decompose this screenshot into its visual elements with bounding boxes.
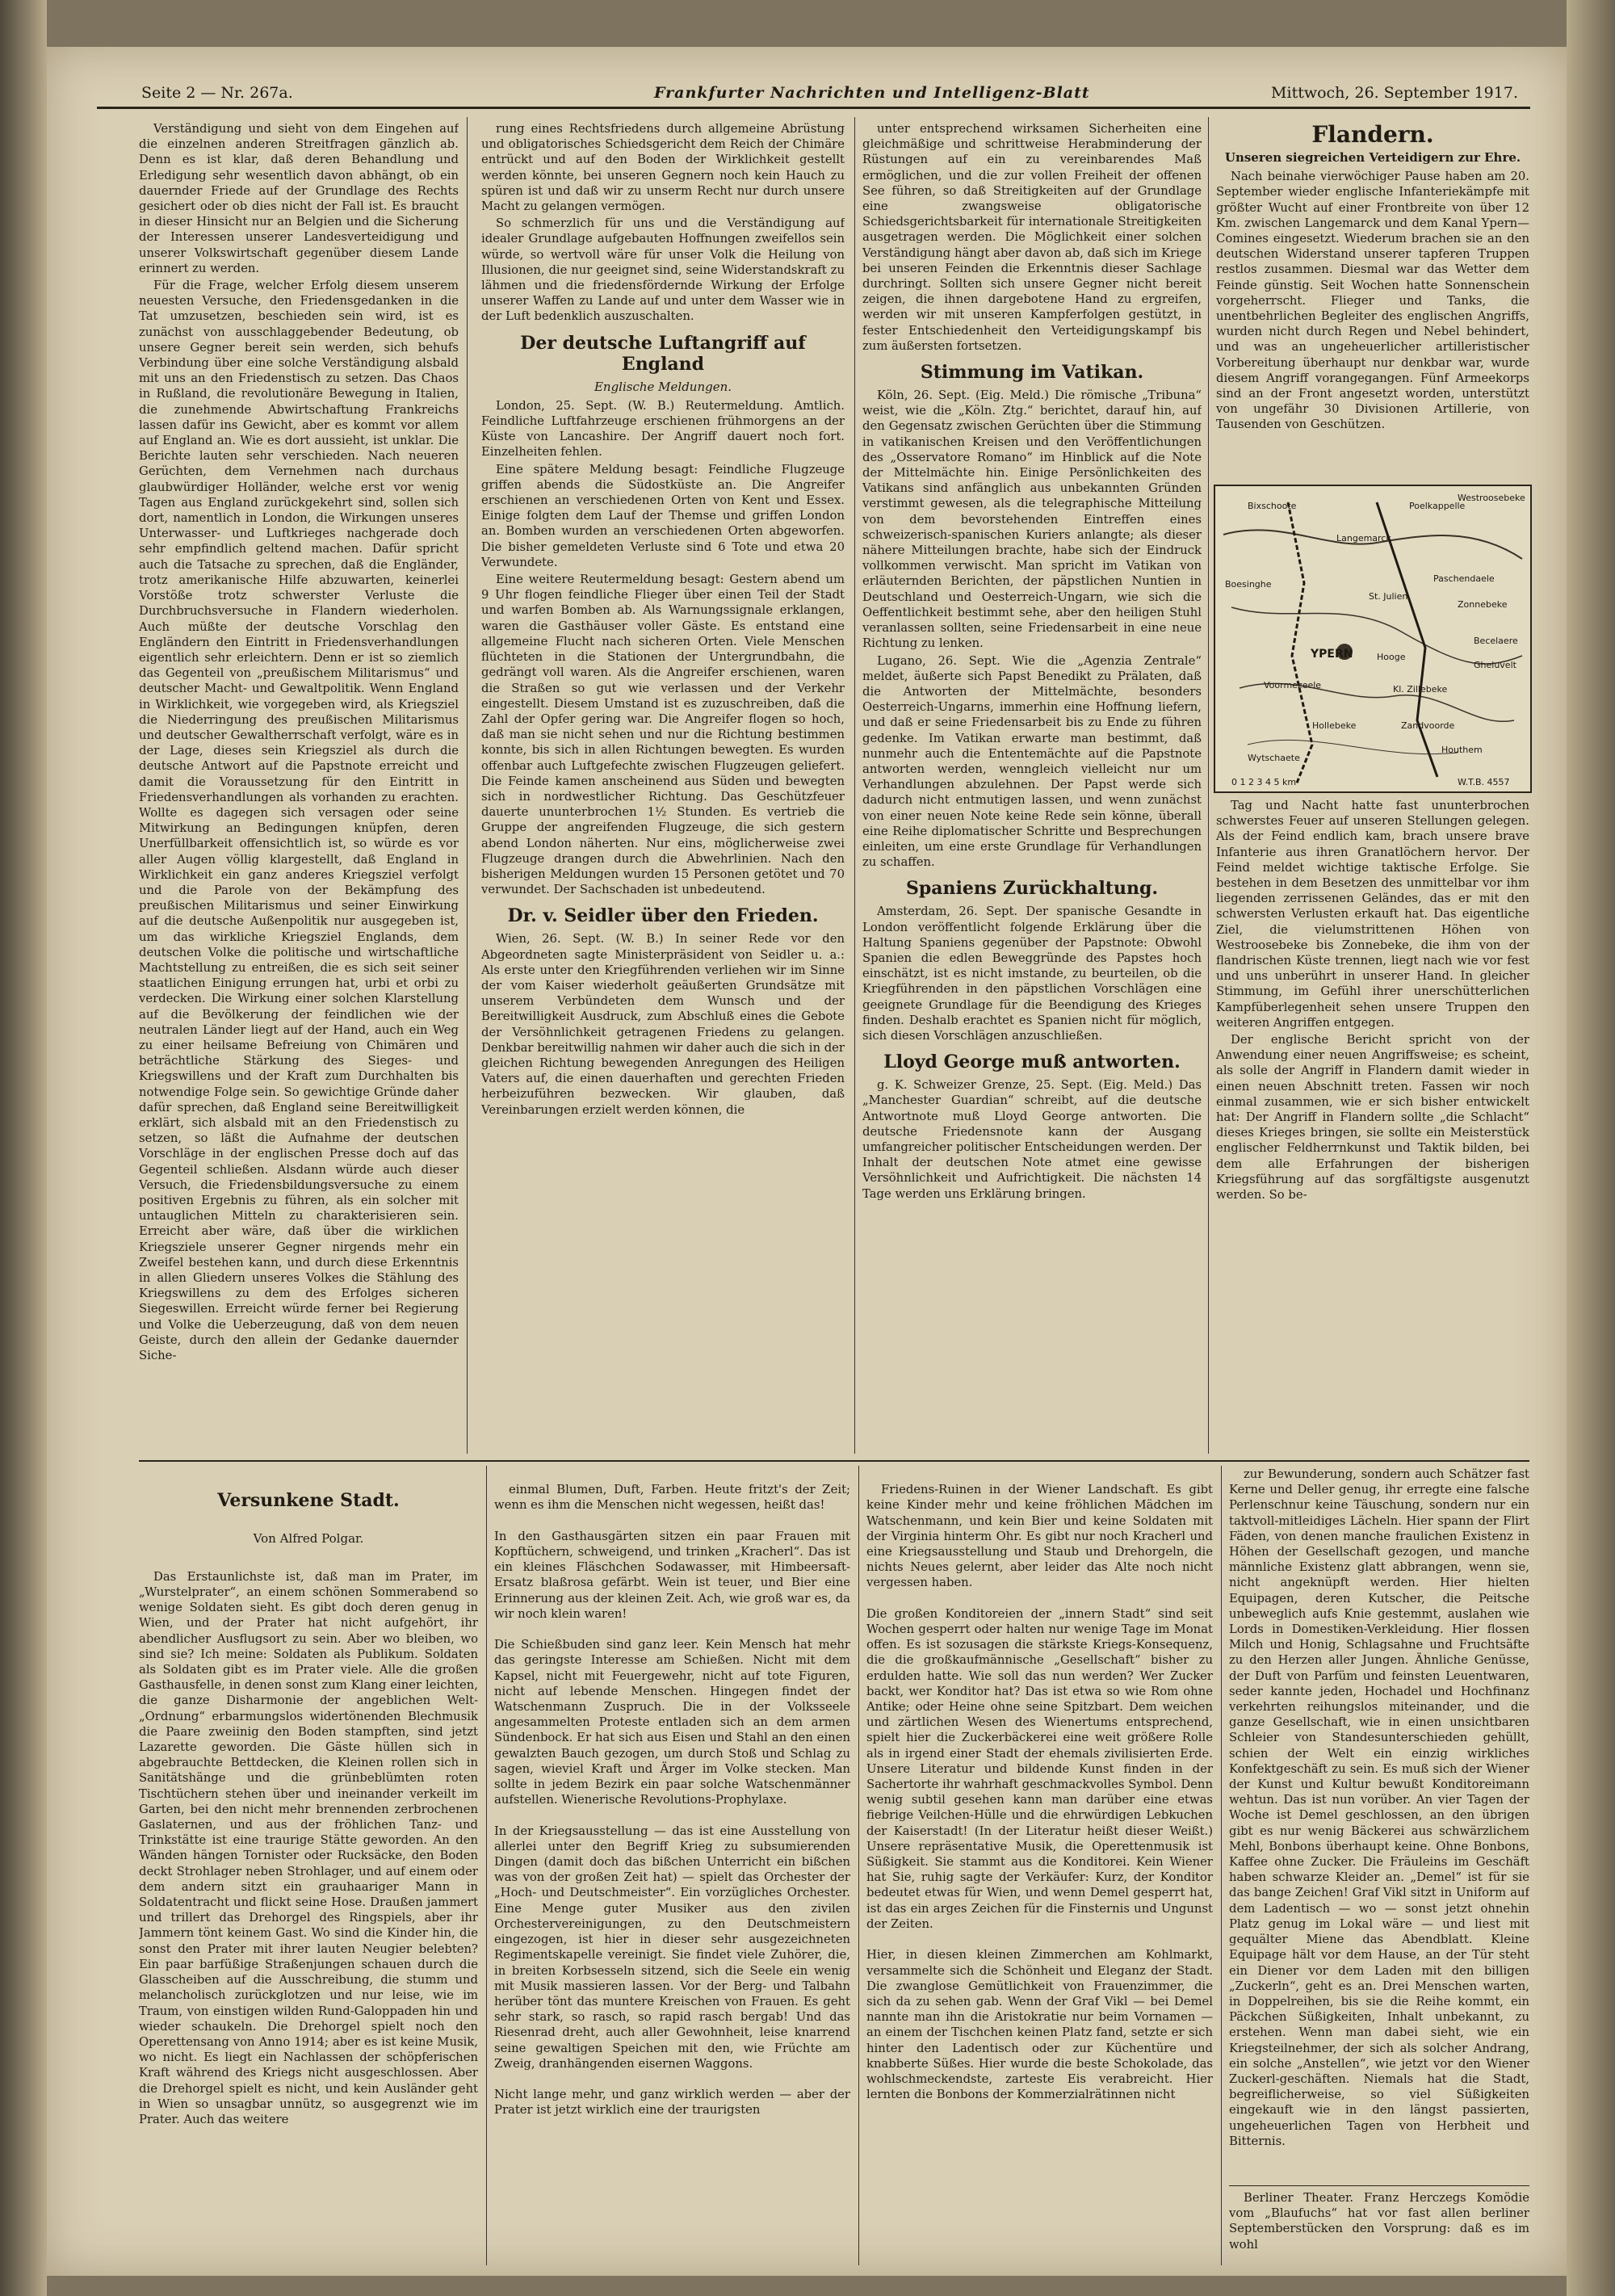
paragraph: Der englische Bericht spricht von der Anwendung einer neuen Angriffsweise; es scheint, als solle der Angriff in Flandern damit wieder in einen neuen Abschnitt treten. Fassen wir noch einmal zusammen, wie er sich bisher entwickelt hat: Der Angriff in Flandern sollte „die Schlacht“ dieses Krieges bringen, sie sollte ein Meisterstück englischer Feldherrnkunst und Taktik bilden, bei dem alle Erfahrungen der bisherigen Kriegsführung auf das sorgfältigste ausgenutzt werden. So be- [1216, 1033, 1529, 1203]
masthead: Frankfurter Nachrichten und Intelligenz-Blatt [654, 84, 1090, 102]
paragraph: Lugano, 26. Sept. Wie die „Agenzia Zentrale“ meldet, äußerte sich Papst Benedikt zu Prälaten, daß die Antworten der Mittelmächte, besonders Oesterreich-Ungarns, immerhin eine Hoffnung liefern, und daß er seine Friedensarbeit bis zu Ende zu führen gedenke. Im Vatikan erwarte man bestimmt, daß nunmehr auch die Ententemächte auf die Papstnote antworten werden, wenngleich vielleicht nur um Verhandlungen abzulehnen. Der Papst werde sich dadurch nicht entmutigen lassen, und wenn zunächst von einer neuen Note keine Rede sein könne, überall eine Reihe diplomatischer Schritte und Besprechungen einleiten, um eine erste Grundlage für Verhandlungen zu schaffen. [862, 653, 1202, 870]
article-column-3 [862, 121, 1202, 1450]
paragraph: unter entsprechend wirksamen Sicherheiten eine gleichmäßige und schrittweise Herabminderung der Rüstungen auf ein zu vereinbarendes Maß ermöglichen, und die zur vollen Freiheit der offenen See führen, so daß Streitigkeiten auf der Grundlage eine zwangsweise obligatorische Schiedsgerichtsbarkeit für internationale Streitigkeiten ausgetragen werden. Die Möglichkeit einer solchen Verständigung hängt aber davon ab, daß sich im Kriege bei unseren Feinden die Erkenntnis dieser Sachlage durchringt. Sollten sich unsere Gegner nicht bereit zeigen, die ihnen dargebotene Hand zu ergreifen, werden wir mit unseren Kampferfolgen gestützt, in fester Entschiedenheit den Verteidigungskampf bis zum äußersten fortsetzen. [862, 122, 1202, 353]
feuilleton-rule [139, 1460, 1529, 1462]
map-label: Voormezeele [1264, 680, 1322, 690]
column-rule [858, 1466, 859, 2265]
map-label: Gheluvelt [1474, 660, 1516, 670]
issue-date: Mittwoch, 26. September 1917. [1271, 84, 1518, 102]
paragraph: Das Erstaunlichste ist, daß man im Prater, im „Wurstelprater“, an einem schönen Sommerabend so wenige Soldaten sieht. Es gibt doch deren genug in Wien, und der Prater hat nicht aufgehört, ihr abendlicher Ausflugsort zu sein. Aber wo bleiben, wo sind sie? Ich meine: Soldaten als Publikum. Soldaten als Soldaten gibt es im Prater viele. Alle die großen Gasthausfelle, in denen sonst zum Klang einer leichten, die ganze Disharmonie der angeblichen Welt-„Ordnung“ erbarmungslos widertönenden Blechmusik die Paare zweiinig den Boden stampften, sind jetzt Lazarette geworden. Die Gäste hüllen sich in abgebrauchte Bettdecken, die Kleinen rollen sich in Sanitätshänge und die grünbeblümten roten Tischtüchern stehen über und ineinander verkeilt im Garten, bei den nicht mehr brennenden zerbrochenen Gaslaternen, und aus der fröhlichen Tanz- und Trinkstätte ist eine traurige Stätte geworden. An den Wänden hängen Tornister oder Rucksäcke, den Boden deckt Strohlager neben Strohlager, und auf einem oder dem andern sitzt ein grauhaariger Mann in Soldatentracht und flickt seine Hose. Draußen jammert und trillert das Drehorgel des Ringspiels, aber ihr Jammern tönt keinem Gast. Wo sind die Kinder hin, die sonst den Prater mit ihrer lauten Neugier belebten? Ein paar barfüßige Straßenjungen schauen durch die Glasscheiben auf die Ausschreibung, die stumm und melancholisch zurückglotzen und nur leise, wie im Traum, von einstigen wilden Rund-Galoppaden hin und wieder schaukeln. Die Drehorgel spielt noch den Operettensang von Anno 1914; aber es ist keine Musik, wo nicht. Es liegt ein Nachlassen der schöpferischen Kraft während des Kriegs nicht ausgeschlossen. Aber die Drehorgel spielt es nicht, und kein Ausländer geht in Wien so unsagbar unnütz, so ausgegrenzt wie im Prater. Auch das weitere [139, 1569, 478, 2126]
headline-air-raid: Der deutsche Luftangriff auf England [520, 332, 806, 375]
map-label: Hooge [1377, 652, 1406, 662]
map-scale: 0 1 2 3 4 5 km [1231, 777, 1297, 787]
map-label: Langemarck [1336, 533, 1391, 544]
column-rule [486, 1466, 487, 2265]
feuilleton-column-1 [139, 1467, 478, 2266]
paragraph: Tag und Nacht hatte fast ununterbrochen schwerstes Feuer auf unseren Stellungen gelegen. Als der Feind endlich kam, brach unsere brave Infanterie aus ihren Granatlöchern hervor. Der Feind meldet wichtige taktische Erfolge. Sie bestehen in dem Besetzen des unmittelbar vor ihm liegenden zerrissenen Geländes, das er mit den schwersten Verlusten erkauft hat. Das eigentliche Ziel, die vielumstrittenen Höhen von Westroosebeke bis Zonnebeke, die ihm von der flandrischen Küste trennen, liegt nach wie vor fest und uns unberührt in unserer Hand. In gleicher Stimmung, im Gefühl ihrer unerschütterlichen Kampfüberlegenheit sehen unsere Truppen den weiteren Angriffen entgegen. [1216, 799, 1529, 1030]
page-header [97, 84, 1530, 109]
paragraph: Friedens-Ruinen in der Wiener Landschaft. Es gibt keine Kinder mehr und keine fröhlichen Mädchen im Watschenmann, und kein Bier und keine Soldaten mit der Virginia hinterm Ohr. Es gibt nur noch Kracherl und eine Kriegsausstellung und Staub und Drehorgeln, die nichts Neues gelernt, aber leider das Alte noch nicht vergessen haben. Die großen Konditoreien der „innern Stadt“ sind seit Wochen gesperrt oder halten nur wenige Tage im Monat offen. Es ist sozusagen die stärkste Kriegs-Konsequenz, die die großkaufmännische „Gesellschaft“ bisher zu erdulden hatte. Wie soll das nun werden? Wer Zucker backt, wer Konditor hat? Das ist etwa so wie Rom ohne Antike; oder Heine ohne seine Spitzbart. Dem weichen und zärtlichen Wesen des Wienertums entsprechend, spielt hier die Zuckerbäckerei eine weit größere Rolle als in irgend einer Stadt der ehemals zivilisierten Erde. Unsere Literatur und bildende Kunst finden in der Sachertorte ihr wahrhaft geschmackvolles Symbol. Denn wenig subtil gesehen kann man darüber eine etwas fiebrige Veilchen-Hülle und die ehrwürdigen Lebkuchen der Kaiserstadt! (In der Literatur heißt dieser Weißt.) Unsere repräsentative Musik, die Operettenmusik ist Süßigkeit. Sie stammt aus die Konditorei. Kein Wiener hat Sie, ruhig sagte der Verkäufer: Kurz, der Konditor bedeutet etwas für Wien, und wenn Demel gesperrt hat, ist das ein arges Zeichen für die Finsternis und Ungunst der Zeiten. Hier, in diesen kleinen Zimmerchen am Kohlmarkt, versammelte sich die Schönheit und Eleganz der Stadt. Die zwanglose Gemütlichkeit von Frauenzimmer, die sich da zu sehen gab. Wenn der Graf Vikl — bei Demel nannte man ihn die Aristokratie nur beim Vornamen — an einem der Tischchen keinen Platz fand, setzte er sich hinter den Ladentisch oder zur Küchentüre und knabberte Süßes. Hier wurde die beste Schokolade, das wohlschmeckendste, zarteste Eis verabreicht. Hier lernten die Bonbons der Kommerzialrätinnen nicht [866, 1483, 1213, 2102]
section-rule [1229, 2185, 1529, 2186]
page-number: Seite 2 — Nr. 267a. [141, 84, 293, 102]
paragraph: Verständigung und sieht von dem Eingehen auf die einzelnen anderen Streitfragen gänzlich ab. Denn es ist klar, daß deren Behandlung und Erledigung sehr wesentlich davon abhängt, ob ein dauernder Friede auf der Grundlage des Rechts gesichert oder ob dies nicht der Fall ist. Es braucht in dieser Hinsicht nur an Belgien und die Sicherung der Interessen unserer Landesverteidigung und unserer Volkswirtschaft gegenüber diesem Lande erinnert zu werden. [139, 122, 459, 275]
column-rule [854, 117, 855, 1454]
map-label: Paschendaele [1433, 573, 1495, 584]
map-label: Zandvoorde [1401, 720, 1455, 731]
map-label: Becelaere [1474, 636, 1518, 646]
feuilleton-column-3 [866, 1467, 1213, 2266]
paragraph: rung eines Rechtsfriedens durch allgemeine Abrüstung und obligatorisches Schiedsgericht dem Reich der Chimäre entrückt und auf den Boden der Wirklichkeit gestellt werden könnte, bei unseren Gegnern noch kein Hauch zu spüren ist und daß wir zu unserm Recht nur durch unsere Macht zu gelangen vermögen. [481, 122, 845, 214]
paragraph: zur Bewunderung, sondern auch Schätzer fast Kerne und Deller genug, ihr erregte eine falsche Perlenschnur keine Täuschung, sondern nur ein taktvoll-mitleidiges Lächeln. Hier spann der Flirt Fäden, von denen manche fraulichen Existenz in Höhen der Gesellschaft gezogen, und manche männliche Existenz glatt abbrangen, wenn sie, nicht angeknüpft werden. Hier hielten Equipagen, deren Kutscher, die Peitsche unbeweglich aufs Knie gestemmt, auslahen wie Lords in Domestiken-Verkleidung. Hier flossen Milch und Honig, Schlagsahne und Fruchtsäfte zu den Herzen aller Jungen. Ähnliche Genüsse, der Duft von Parfüm und feinsten Leuentwaren, seder kannte jeden, Hochadel und Hochfinanz verkehrten reihungslos miteinander, und die ganze Gesellschaft, wie in einen unsichtbaren Schleier von Standesunterschieden gehüllt, schien der Welt ein einzig wirkliches Konfektgeschäft zu sein. Es muß sich der Wiener der Kunst und Kultur bewußt Konditoreimann wehtun. Das ist nun vorüber. An vier Tagen der Woche ist Demel geschlossen, an den übrigen gibt es nur wenig Bäckerei aus schwärzlichem Mehl, Bonbons überhaupt keine. Ohne Bonbons, Kaffee ohne Zucker. Die Fräuleins im Geschäft haben schwarze Kleider an. „Demel“ ist für sie das bange Zeichen! Graf Vikl sitzt in Uniform auf dem Ladentisch — wo — sonst jetzt ohnehin Platz genug im Lokal wäre — und liest mit gequälter Miene das Abendblatt. Kleine Equipage hält vor dem Hause, an der Tür steht ein Diener vor dem Laden mit den billigen „Zuckerln“, geht es an. Drei Menschen warten, in Doppelreihen, bis sie die Reihe kommt, ein Päckchen Süßigkeiten, Inhalt unbekannt, zu erstehen. Wenn man dabei sieht, wie ein Kriegsteilnehmer, der sich als solcher Andrang, ein solche „Anstellen“, wie jetzt vor den Wiener Zuckerl-geschäften. Niemals hat die Stadt, begreiflicherweise, so viel Süßigkeiten eingekauft wie in den längst passierten, ungeheuerlichen Tagen von Herbheit und Bitternis. [1229, 1467, 1529, 2148]
subheadline: Englische Meldungen. [594, 379, 732, 394]
map-label: Westroosebeke [1458, 493, 1525, 503]
column-rule [1221, 1466, 1222, 2265]
feuilleton-column-4 [1229, 1467, 1529, 2181]
headline-spain: Spaniens Zurückhaltung. [906, 878, 1158, 900]
subheadline: Unseren siegreichen Verteidigern zur Ehre. [1224, 150, 1521, 165]
map-label: Bixschoote [1248, 501, 1297, 511]
theater-note [1229, 2190, 1529, 2263]
paragraph: Eine weitere Reutermeldung besagt: Gestern abend um 9 Uhr flogen feindliche Flieger über einen Teil der Stadt und warfen Bomben ab. Als Warnungssignale erklangen, waren die Gasthäuser voller Gäste. Es entstand eine allgemeine Flucht nach sicheren Orten. Viele Menschen flüchteten in die Stationen der Untergrundbahn, die gedrängt voll waren. Als die Angreifer erschienen, waren die Straßen so gut wie verlassen und der Verkehr eingestellt. Diesem Umstand ist es zuzuschreiben, daß die Zahl der Opfer gering war. Die Angreifer flogen so hoch, daß man sie nicht sehen und nur die Richtung bestimmen konnte, bis sich in allen Richtungen bewegten. Es wurden offenbar auch Luftgefechte zwischen Flugzeugen geliefert. Die Feinde kamen anscheinend aus Süden und bewegten sich in nordwestlicher Richtung. Das Geschützfeuer dauerte ununterbrochen 1½ Stunden. Es vertrieb die Gruppe der angreifenden Flugzeuge, die sich gestern abend London näherten. Nur eins, möglicherweise zwei Flugzeuge drangen durch die Abwehrlinien. Nach den bisherigen Meldungen wurden 15 Personen getötet und 70 verwundet. Der Sachschaden ist unbedeutend. [481, 573, 845, 897]
headline-lloyd-george: Lloyd George muß antworten. [883, 1051, 1181, 1073]
map-label: Houthem [1441, 745, 1483, 755]
article-column-1 [139, 121, 459, 1450]
paragraph: Für die Frage, welcher Erfolg diesem unserem neuesten Versuche, den Friedensgedanken in die Tat umzusetzen, beschieden sein wird, ist es zunächst von ausschlaggebender Bedeutung, ob unsere Gegner bereit sein werden, sich behufs Verbindung über eine solche Verständigung alsbald mit uns an den Friedenstisch zu setzen. Das Chaos in Rußland, die revolutionäre Bewegung in Italien, die zunehmende Abwirtschaftung Frankreichs lassen dafür ins Gewicht, aber es kommt vor allem auf England an. Wie es dort aussieht, ist unklar. Die Berichte lauten sehr verschieden. Nach neueren Gerüchten, dem Vernehmen nach durchaus glaubwürdiger Holländer, welche erst vor wenig Tagen aus England zurückgekehrt sind, sollen sich dort, namentlich in London, die Wirkungen unseres Unterwasser- und Luftkrieges nachgerade doch sehr empfindlich geltend machen. Dafür spricht auch die Tatsache zu sprechen, daß die Engländer, trotz amerikanische Hilfe abzuwarten, keinerlei Vorstöße trotz schwerster Verluste die Durchbruchsversuche in Flandern wiederholen. Auch müßte der deutsche Vorschlag den Engländern den Eintritt in Friedensverhandlungen eigentlich sehr erleichtern. Denn er ist so ziemlich das Gegenteil von „preußischem Militarismus“ und deutscher Macht- und Gewaltpolitik. Wenn England in Wirklichkeit, wie vorgegeben wird, als Kriegsziel die Niederringung des preußischen Militarismus und deutscher Gewaltherrschaft verfolgt, wäre es in der Lage, dieses sein Kriegsziel als durch die deutsche Antwort auf die Papstnote erreicht und damit die Voraussetzung für den Eintritt in Friedensverhandlungen als vorhanden zu erachten. Wollte es dagegen sich versagen oder seine Mitwirkung an Bedingungen knüpfen, deren Unerfüllbarkeit offensichtlich ist, so würde es vor aller Augen völlig klargestellt, daß England in Wirklichkeit ein ganz anderes Kriegsziel verfolgt und die Parole von der Bekämpfung des preußischen Militarismus und seiner Einwirkung auf die deutsche Außenpolitik nur ausgegeben ist, um das wirkliche Kriegsziel Englands, dem deutschen Volke die politische und wirtschaftliche Machtstellung zu entreißen, die es sich seit seiner staatlichen Einigung errungen hat, urbi et orbi zu verdecken. Die Wirkung einer solchen Klarstellung auf die Bevölkerung der feindlichen wie der neutralen Länder liegt auf der Hand, auch ein Weg zu einer heilsame Befreiung von Chimären und beträchtliche Stärkung des Sieges- und Kriegswillens und der Kraft zum Durchhalten bis notwendige Folge sein. So gewichtige Gründe daher dafür sprechen, daß England seine Bereitwilligkeit erklärt, sich alsbald mit an den Friedenstisch zu setzen, so läßt die Aufnahme der deutschen Vorschläge in der englischen Presse doch auf das Gegenteil schließen. Alsdann würde auch dieser Versuch, die Friedensbildungsversuche zu einem positiven Ergebnis zu führen, als ein solcher mit untauglichen Mitteln zu charakterisieren sein. Erreicht aber wäre, daß über die wirklichen Kriegsziele unserer Gegner nirgends mehr ein Zweifel bestehen kann, und durch diese Erkenntnis in allen Gliedern unseres Volkes die Stählung des Kriegswillens zu dem des Erfolges sicheren Siegeswillen. Erreicht würde ferner bei Regierung und Volke die Ueberzeugung, daß von dem neuen Geiste, durch den allein der Gedanke dauernder Siche- [139, 279, 459, 1363]
book-binding [0, 0, 47, 2296]
paragraph: Berliner Theater. Franz Herczegs Komödie vom „Blaufuchs“ hat vor fast allen berliner Septemberstücken den Vorsprung: daß es im wohl [1229, 2191, 1529, 2252]
headline-seidler: Dr. v. Seidler über den Frieden. [507, 905, 819, 927]
column-rule [1208, 117, 1209, 1454]
page-edge [1567, 0, 1615, 2296]
paragraph: g. K. Schweizer Grenze, 25. Sept. (Eig. Meld.) Das „Manchester Guardian“ schreibt, auf die deutsche Antwortnote muß Lloyd George antworten. Die deutsche Friedensnote kann der Ausgang umfangreicher politischer Entscheidungen werden. Der Inhalt der deutschen Note atmet eine gewisse Versöhnlichkeit und Aufrichtigkeit. Die nächsten 14 Tage werden uns Erklärung bringen. [862, 1078, 1202, 1201]
headline-flandern: Flandern. [1311, 121, 1434, 148]
map-label: Wytschaete [1248, 753, 1300, 763]
map-label: St. Julien [1369, 591, 1408, 602]
map-label: Boesinghe [1225, 579, 1272, 590]
paragraph: Amsterdam, 26. Sept. Der spanische Gesandte in London veröffentlicht folgende Erklärung über die Haltung Spaniens gegenüber der Papstnote: Obwohl Spanien die edlen Beweggründe des Papstes hoch einschätzt, ist es nicht imstande, zu beurteilen, ob die Kriegführenden in den päpstlichen Vorschlägen eine geeignete Grundlage für die Beendigung des Krieges finden. Deshalb erachtet es Spanien nicht für möglich, sich diesen Vorschlägen anzuschließen. [862, 905, 1202, 1043]
map-label: Poelkappelle [1409, 501, 1466, 511]
map-label: Hollebeke [1312, 720, 1357, 731]
article-column-2 [481, 121, 845, 1450]
paragraph: Wien, 26. Sept. (W. B.) In seiner Rede vor den Abgeordneten sagte Ministerpräsident von Seidler u. a.: Als erste unter den Kriegführenden verliehen wir im Sinne der vom Kaiser wiederholt geäußerten Grundsätze mit unserem Verbündeten dem Wunsch und der Bereitwilligkeit Ausdruck, zum Abschluß eines die Gebote der Versöhnlichkeit getragenen Friedens zu gelangen. Denkbar bereitwillig nahmen wir daher auch die sich in der gleichen Richtung bewegenden Anregungen des Heiligen Vaters auf, die einen dauerhaften und gerechten Frieden herbeizuführen bezwecken. Wir glauben, daß Vereinbarungen erzielt werden können, die [481, 932, 845, 1117]
map-label: Zonnebeke [1458, 599, 1508, 610]
feuilleton-title: Versunkene Stadt. [217, 1490, 400, 1512]
flanders-map [1214, 485, 1532, 793]
headline-vatican: Stimmung im Vatikan. [920, 362, 1144, 384]
paragraph: Nach beinahe vierwöchiger Pause haben am 20. September wieder englische Infanteriekämpfe mit größter Wucht auf einer Frontbreite von über 12 Km. zwischen Langemarck und dem Kanal Ypern—Comines eingesetzt. Wiederum brachen sie an den deutschen Widerstand unserer tapferen Truppen restlos zusammen. Diesmal war das Wetter dem Feinde günstig. Seit Wochen hatte Sonnenschein vorgeherrscht. Flieger und Tanks, die unentbehrlichen Begleiter des englischen Angriffs, wurden nicht durch Regen und Nebel behindert, und was an ungeheuerlicher artilleristischer Vorbereitung überhaupt nur denkbar war, wurde diesem Angriff vorangegangen. Fünf Armeekorps sind an der Front angesetzt worden, unterstützt von ungefähr 30 Divisionen Artillerie, von Tausenden von Geschützen. [1216, 170, 1529, 432]
paragraph: London, 25. Sept. (W. B.) Reutermeldung. Amtlich. Feindliche Luftfahrzeuge erschienen frühmorgens an der Küste von Lancashire. Der Angriff dauert noch fort. Einzelheiten fehlen. [481, 398, 845, 460]
paragraph: Köln, 26. Sept. (Eig. Meld.) Die römische „Tribuna“ weist, wie die „Köln. Ztg.“ berichtet, darauf hin, auf den Gegensatz zwischen Gerüchten über die Stimmung in vatikanischen Kreisen und den Veröffentlichungen des „Osservatore Romano“ im Hinblick auf die Note der Mittelmächte hin. Einige Persönlichkeiten des Vatikans sind anfänglich aus unbekannten Gründen verstimmt gewesen, als die telegraphische Mitteilung von dem bevorstehenden Eintreffen eines schweizerisch-spanischen Kuriers anlangte; als dieser nähere Mitteilungen brachte, habe sich der Eindruck vollkommen verwischt. Man spricht im Vatikan von erläuternden Berichten, der päpstlichen Nuntien in Deutschland und Oesterreich-Ungarn, wie sich die Oeffentlichkeit bestimmt sehe, aber den heiligen Stuhl veranlassen sollten, seine Friedensarbeit in eine neue Richtung zu lenken. [862, 388, 1202, 651]
feuilleton-column-2 [494, 1467, 850, 2266]
map-caption: W.T.B. 4557 [1458, 777, 1510, 787]
article-column-4-top [1216, 121, 1529, 478]
feuilleton-byline: Von Alfred Polgar. [253, 1531, 364, 1547]
paragraph: Eine spätere Meldung besagt: Feindliche Flugzeuge griffen abends die Südostküste an. Die Angreifer erschienen an verschiedenen Orten von Kent und Essex. Einige folgten dem Lauf der Themse und griffen London an. Bomben wurden an verschiedenen Orten abgeworfen. Die bisher gemeldeten Verluste sind 6 Tote und etwa 20 Verwundete. [481, 462, 845, 569]
paragraph: einmal Blumen, Duft, Farben. Heute fritzt's der Zeit; wenn es ihm die Menschen nicht wegessen, heißt das! In den Gasthausgärten sitzen ein paar Frauen mit Kopftüchern, schweigend, und trinken „Kracherl“. Das ist ein kleines Fläschchen Sodawasser, mit Himbeersaft-Ersatz blaßrosa gefärbt. Wein ist teuer, und Bier eine Erinnerung aus der kleinen Zeit. Ach, wie groß war es, da wir noch klein waren! Die Schießbuden sind ganz leer. Kein Mensch hat mehr das geringste Interesse am Schießen. Nicht mit dem Kapsel, nicht mit Feuergewehr, nicht auf tote Figuren, nicht auf lebende Menschen. Hingegen findet der Watschenmann Zuspruch. Die in der Volksseele angesammelten Proteste entladen sich an dem armen Sündenbock. Er hat sich aus Eisen und Stahl an den einen gewalzten Bauch gezogen, um durch Stoß und Schlag zu sagen, wieviel Kraft und Ärger im Volke stecken. Man sollte in jedem Bezirk ein paar solche Watschenmänner aufstellen. Wienerische Revolutions-Prophylaxe. In der Kriegsausstellung — das ist eine Ausstellung von allerlei unter den Begriff Krieg zu subsumierenden Dingen (damit doch das bißchen Unterricht ein bißchen was von der großen Zeit hat) — spielt das Orchester der „Hoch- und Deutschmeister“. Ein vorzügliches Orchester. Eine Menge guter Musiker aus den zivilen Orchestervereinigungen, zu den Deutschmeistern eingezogen, ist hier in dieser sehr ausgezeichneten Regimentskapelle vereinigt. Sie findet viele Zuhörer, die, in breiten Korbsesseln sitzend, sich die Seele ein wenig mit Musik massieren lassen. Vor der Berg- und Talbahn herüber tönt das muntere Kreischen von Frauen. Es geht sehr stark, so rasch, so rapid rasch bergab! Und das Riesenrad dreht, auch aller Gewohnheit, leise knarrend seine gewaltigen Speichen mit den, wie Früchte am Zweig, dranhängenden eisernen Waggons. Nicht lange mehr, und ganz wirklich werden — aber der Prater ist jetzt wirklich eine der traurigsten [494, 1483, 850, 2118]
article-column-4-bottom [1216, 798, 1529, 1454]
map-label: YPERN [1311, 648, 1353, 661]
map-label: Kl. Zillebeke [1393, 684, 1448, 695]
paragraph: So schmerzlich für uns und die Verständigung auf idealer Grundlage aufgebauten Hoffnungen zweifellos sein würde, so wertvoll wäre für unser Volk die Heilung von Illusionen, die nur geeignet sind, seine Widerstandskraft zu lähmen und die friedensfördernde Wirkung der Erfolge unserer Waffen zu Lande auf und unter dem Wasser wie in der Luft bedenklich auszuschalten. [481, 216, 845, 324]
column-rule [467, 117, 468, 1454]
